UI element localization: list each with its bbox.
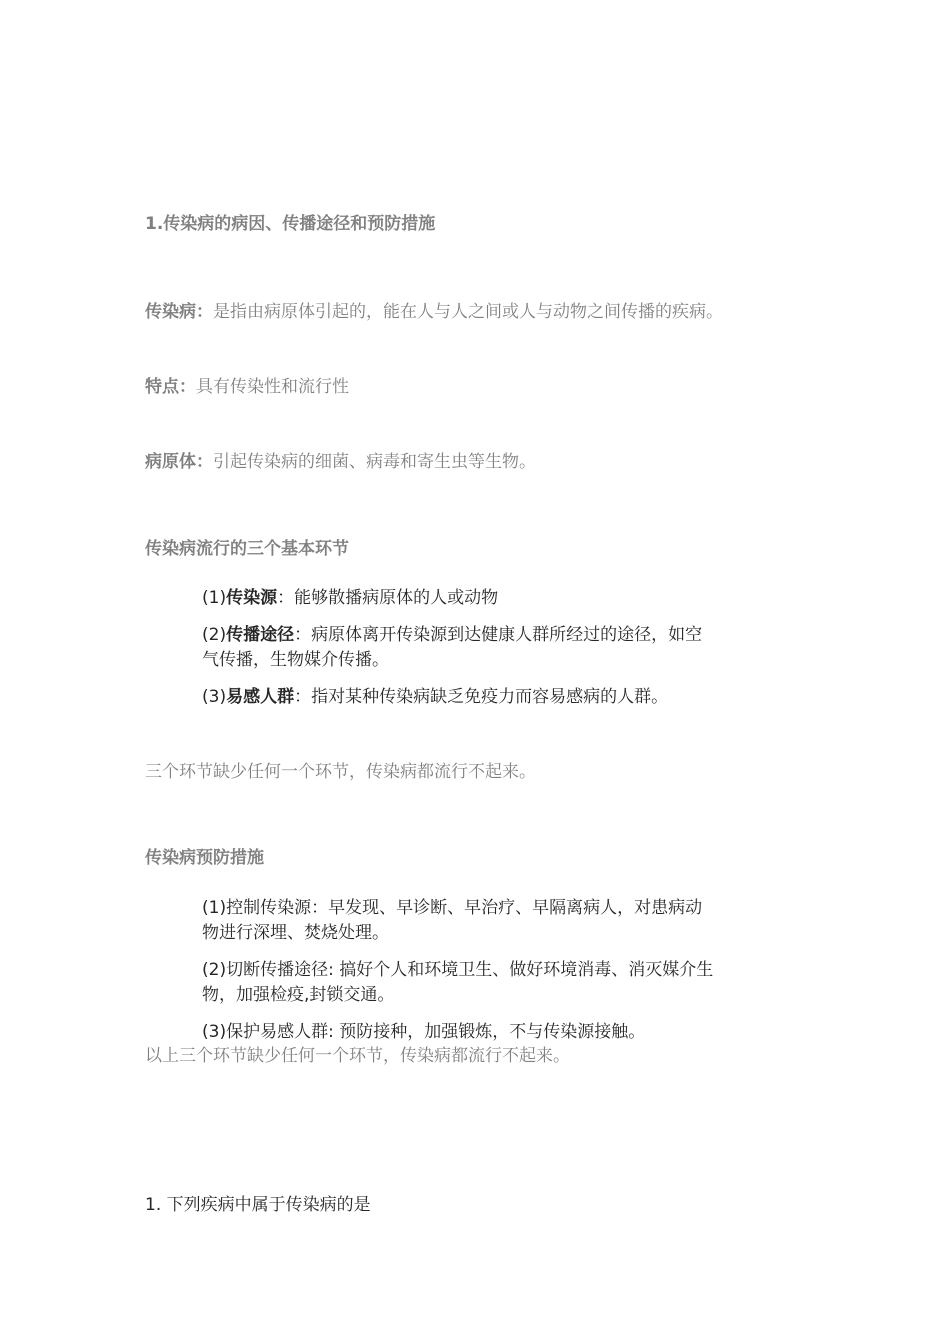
definition-infectious-disease [145,301,723,323]
item-term: 传播途径 [226,625,295,645]
prevention-note: 以上三个环节缺少任何一个环节，传染病都流行不起来。 [145,1046,570,1066]
prevention-item-cut-route-continued: 物，加强检疫,封锁交通。 [202,985,395,1005]
item-number: (1) [202,588,227,608]
item-separator: ： [294,687,312,707]
prevention-item-protect: (3)保护易感人群: 预防接种，加强锻炼，不与传染源接触。 [202,1022,646,1042]
item-term: 传染源 [226,588,278,608]
links-heading: 传染病流行的三个基本环节 [145,539,349,559]
definition-text: 是指由病原体引起的，能在人与人之间或人与动物之间传播的疾病。 [213,302,723,322]
definition-separator: ： [196,452,213,472]
definition-term: 传染病 [145,302,196,322]
links-note: 三个环节缺少任何一个环节，传染病都流行不起来。 [145,762,536,782]
item-separator: ： [277,588,295,608]
definition-text: 具有传染性和流行性 [196,377,349,397]
prevention-heading: 传染病预防措施 [145,848,264,868]
definition-term: 特点 [145,377,179,397]
definition-term: 病原体 [145,452,196,472]
question-1: 1. 下列疾病中属于传染病的是 [145,1195,371,1215]
item-text: 指对某种传染病缺乏免疫力而容易感病的人群。 [311,687,669,707]
item-text: 病原体离开传染源到达健康人群所经过的途径，如空 [311,625,703,645]
item-term: 易感人群 [226,687,295,707]
link-item-susceptible [202,686,668,708]
link-item-route [202,624,702,646]
prevention-item-control-source: (1)控制传染源：早发现、早诊断、早治疗、早隔离病人，对患病动 [202,898,703,918]
definition-separator: ： [196,302,213,322]
link-item-route-continued: 气传播，生物媒介传播。 [202,650,389,670]
main-title: 1.传染病的病因、传播途径和预防措施 [145,214,436,234]
link-item-source [202,587,498,609]
item-number: (2) [202,625,227,645]
prevention-item-cut-route: (2)切断传播途径: 搞好个人和环境卫生、做好环境消毒、消灭媒介生 [202,960,714,980]
definition-pathogen [145,451,536,473]
definition-separator: ： [179,377,196,397]
definition-text: 引起传染病的细菌、病毒和寄生虫等生物。 [213,452,536,472]
item-number: (3) [202,687,227,707]
definition-features [145,376,349,398]
item-separator: ： [294,625,312,645]
prevention-item-control-source-continued: 物进行深埋、焚烧处理。 [202,923,389,943]
item-text: 能够散播病原体的人或动物 [294,588,499,608]
